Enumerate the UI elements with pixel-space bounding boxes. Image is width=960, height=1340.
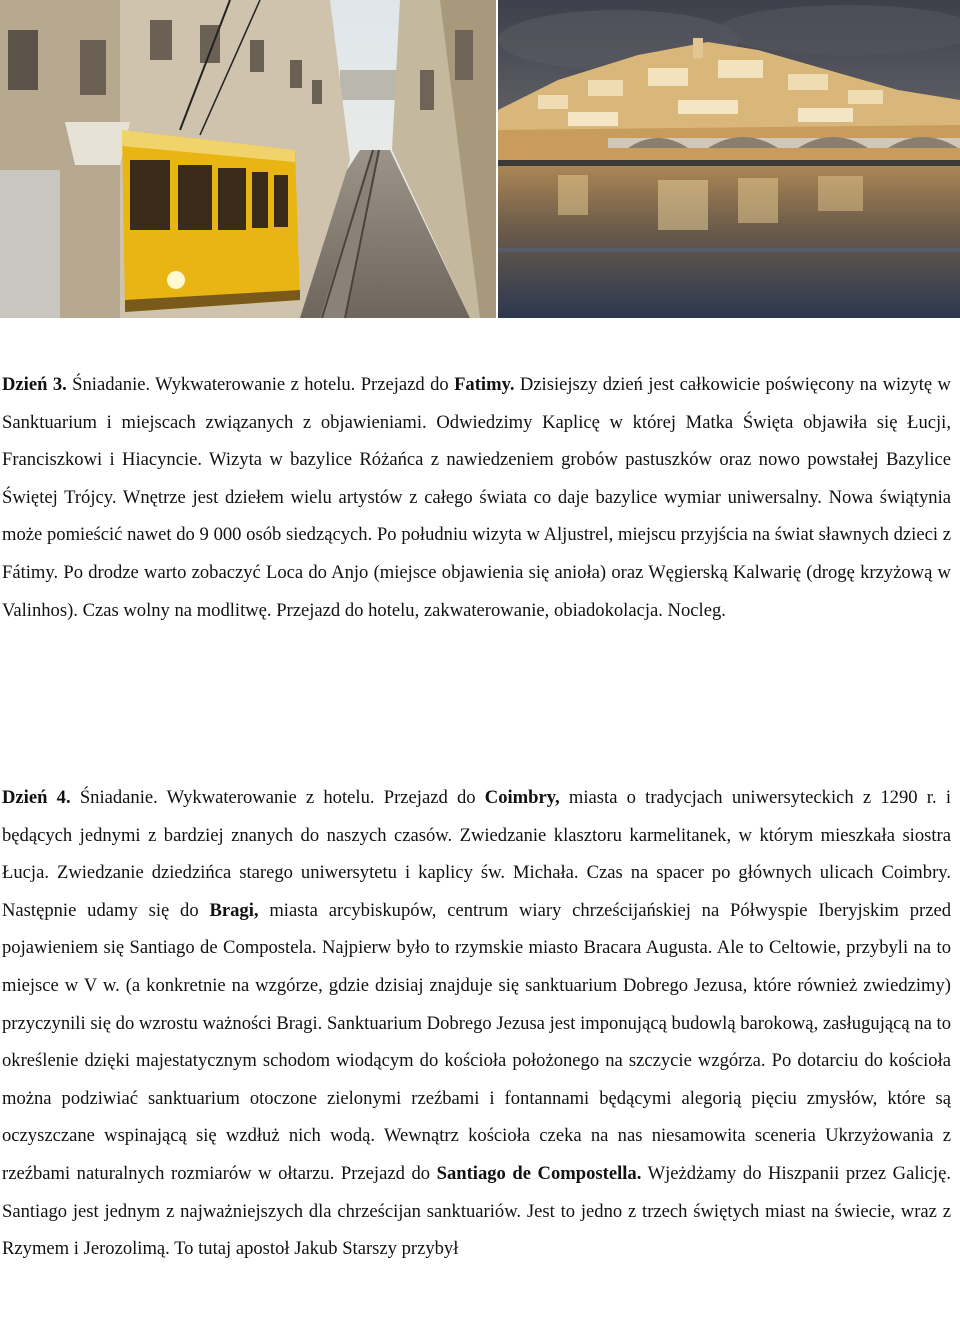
day-3-text-2: Dzisiejszy dzień jest całkowicie poświęcony na wizytę w Sanktuarium i miejscach związanych z objawieniami. Odwiedzimy Kaplicę w której Matka Święta objawiła się Łucji, Franciszkowi i Hiacyncie. Wizyta w bazylice Różańca z nawiedzeniem grobów pastuszków oraz nowo powstałej Bazylice Świętej Trójcy. Wnętrze jest dziełem wielu artystów z całego świata co daje bazylice wymiar uniwersalny. Nowa świątynia może pomieścić nawet do 9 000 osób siedzących. Po południu wizyta w Aljustrel, miejscu przyjścia na świat sławnych dzieci z Fátimy. Po drodze warto zobaczyć Loca do Anjo (miejsce objawienia się anioła) oraz Węgierską Kalwarię (drogę krzyżową w Valinhos). Czas wolny na modlitwę. Przejazd do hotelu, zakwaterowanie, obiadokolacja. Nocleg. [2,374,951,621]
day-3-paragraph [2,366,951,629]
day-4-text-1: Śniadanie. Wykwaterowanie z hotelu. Przejazd do [70,787,485,808]
coimbra-river-photo [498,0,960,318]
santiago-bold: Santiago de Compostella. [436,1162,642,1184]
day-3-text-1: Śniadanie. Wykwaterowanie z hotelu. Przejazd do [66,374,455,395]
day-3-label: Dzień 3. [2,374,67,395]
day-4-text-2: miasta o tradycjach uniwersyteckich z 1290 r. i będących jednymi z bardziej znanych do naszych czasów. Zwiedzanie klasztoru karmelitanek, w którym mieszkała siostra Łucja. Zwiedzanie dziedzińca starego uniwersytetu i kaplicy św. Michała. Czas na spacer po głównych ulicach Coimbry. Następnie udamy się do [2,787,951,921]
day-4-label: Dzień 4. [2,787,71,808]
day-4-text-3: miasta arcybiskupów, centrum wiary chrześcijańskiej na Półwyspie Iberyjskim przed pojawieniem się Santiago de Compostela. Najpierw było to rzymskie miasto Bracara Augusta. Ale to Celtowie, przybyli na to miejsce w V w. (a konkretnie na wzgórze, gdzie dzisiaj znajduje się sanktuarium Dobrego Jezusa, które również zwiedzimy) przyczynili się do wzrostu ważności Bragi. Sanktuarium Dobrego Jezusa jest imponującą budowlą barokową, zasługującą na to określenie dzięki majestatycznym schodom wiodącym do kościoła położonego na szczycie wzgórza. Po dotarciu do kościoła można podziwiać sanktuarium otoczone zielonymi rzeźbami i fontannami będącymi alegorią pięciu zmysłów, które są oczyszczane wspinającą się wzdłuż nich wodą. Wewnątrz kościoła czeka na nas niesamowita sceneria Ukrzyżowania z rzeźbami naturalnych rozmiarów w ołtarzu. Przejazd do [2,899,951,1184]
coimbra-bold: Coimbry, [484,787,560,808]
header-photos [0,0,960,318]
braga-bold: Bragi, [209,899,259,921]
lisbon-tram-illustration [0,0,496,318]
lisbon-tram-photo [0,0,496,318]
fatima-bold: Fatimy. [454,374,515,395]
coimbra-illustration [498,0,960,318]
day-4-paragraph [2,779,951,1268]
day-4-text-4: Wjeżdżamy do Hiszpanii przez Galicję. Santiago jest jednym z najważniejszych dla chrześcijan sanktuariów. Jest to jedno z trzech świętych miast na świecie, wraz z Rzymem i Jerozolimą. To tutaj apostoł Jakub Starszy przybył [2,1162,952,1260]
